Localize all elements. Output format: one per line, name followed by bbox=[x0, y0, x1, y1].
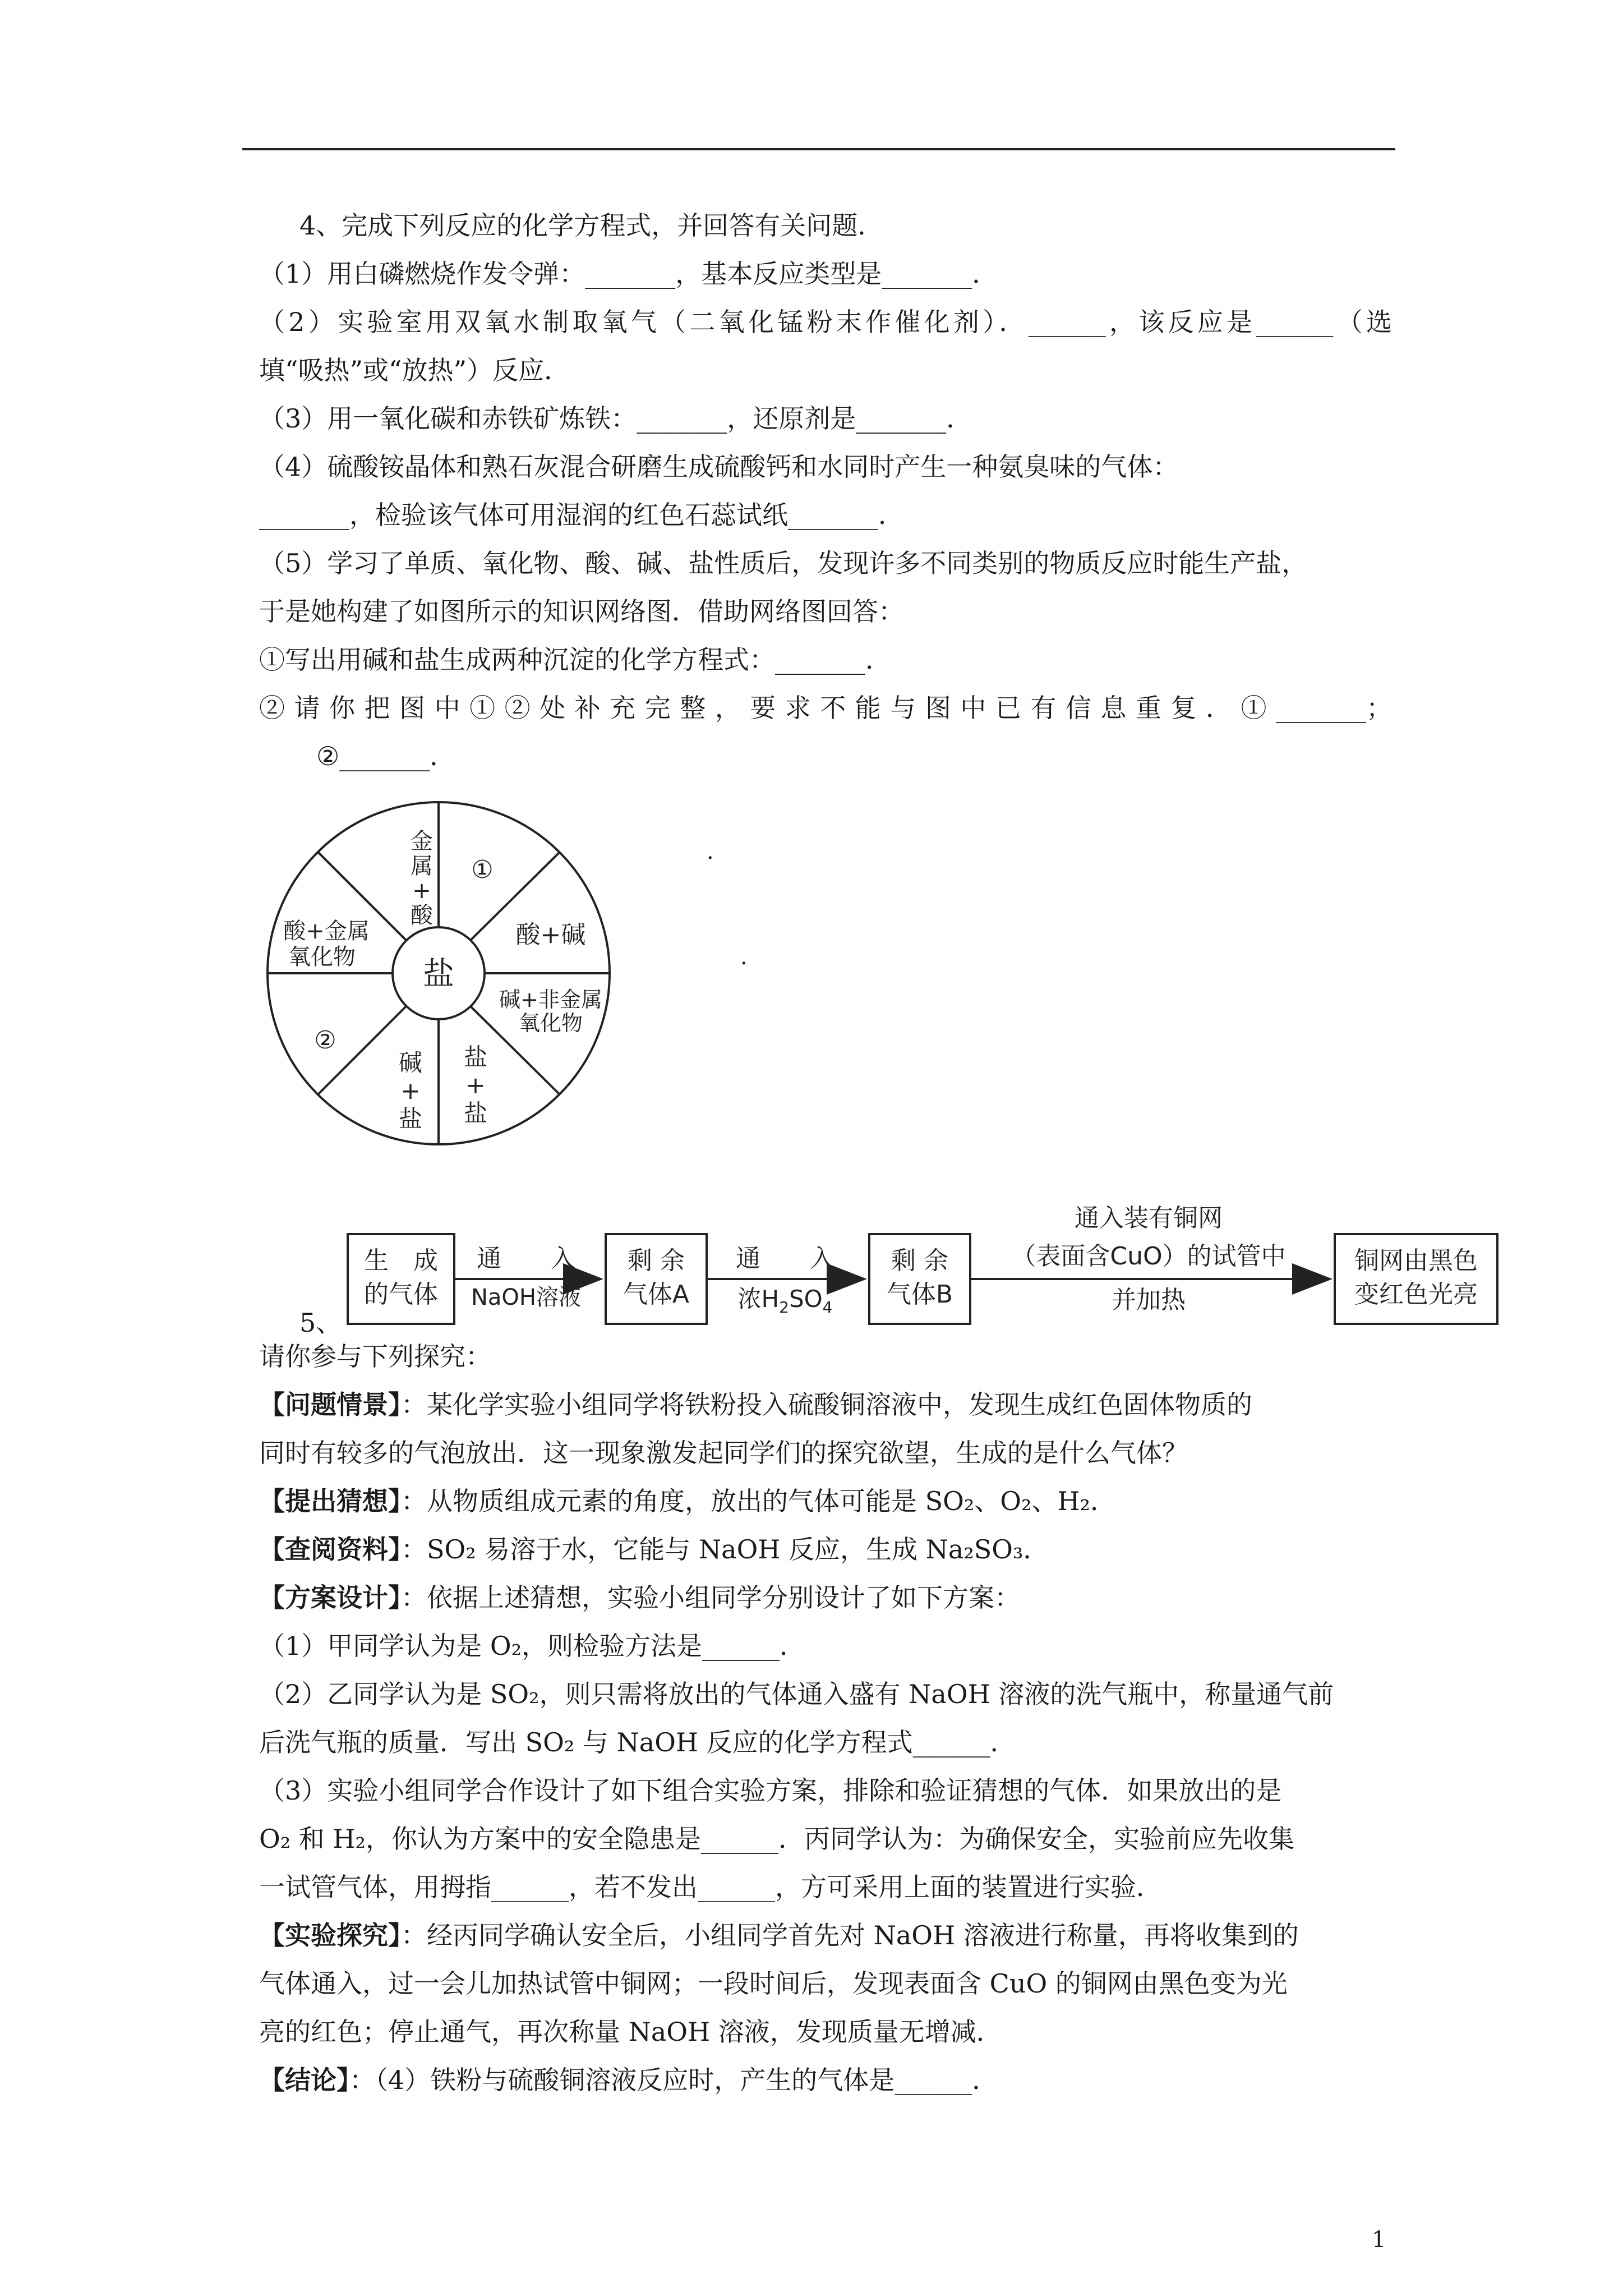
q5-conclusion: 【结论】：（4）铁粉与硫酸铜溶液反应时，产生的气体是______． bbox=[259, 2065, 998, 2095]
tag-reference: 【查阅资料】 bbox=[259, 1534, 401, 1565]
seg-base-nonmetal-2: 氧化物 bbox=[518, 1011, 583, 1036]
seg-base-salt-1: 碱 bbox=[398, 1049, 423, 1076]
seg-base-salt-2: + bbox=[400, 1077, 421, 1105]
q4-title: 4、完成下列反应的化学方程式，并回答有关问题． bbox=[299, 210, 884, 241]
seg-base-salt-3: 盐 bbox=[398, 1105, 423, 1133]
tag-experiment: 【实验探究】 bbox=[259, 1920, 401, 1950]
q4-line-10: ②请你把图中①②处补充完整，要求不能与图中已有信息重复．①_______； bbox=[259, 693, 1392, 723]
box4-line1: 铜网由黑色 bbox=[1354, 1246, 1478, 1275]
salt-network-diagram bbox=[259, 799, 663, 1203]
arrow2-top: 通 入 bbox=[736, 1244, 834, 1273]
page-number: 1 bbox=[1372, 2227, 1386, 2253]
q4-line-11: ②_______． bbox=[316, 741, 456, 771]
q5-design: 【方案设计】：依据上述猜想，实验小组同学分别设计了如下方案： bbox=[259, 1582, 1020, 1613]
q5-part-3a: （3）实验小组同学合作设计了如下组合实验方案，排除和验证猜想的气体．如果放出的是 bbox=[259, 1775, 1282, 1806]
box2-line2: 气体A bbox=[623, 1280, 690, 1309]
header-rule bbox=[242, 148, 1395, 150]
flow-svg bbox=[336, 1200, 1503, 1346]
wheel-center-salt: 盐 bbox=[423, 956, 454, 992]
arrow1-top: 通 入 bbox=[477, 1244, 575, 1273]
q4-line-1: （1）用白磷燃烧作发令弹：_______，基本反应类型是_______． bbox=[259, 259, 998, 289]
gas-test-flow-diagram bbox=[336, 1200, 1503, 1346]
arrow3-top-1: 通入装有铜网 bbox=[1075, 1204, 1223, 1232]
arrow1-bottom: NaOH溶液 bbox=[471, 1285, 581, 1310]
q4-line-8: 于是她构建了如图所示的知识网络图．借助网络图回答： bbox=[259, 596, 904, 627]
seg-metal-acid-2: 属 bbox=[411, 853, 433, 879]
q5-situation-a: 【问题情景】：某化学实验小组同学将铁粉投入硫酸铜溶液中，发现生成红色固体物质的 bbox=[259, 1389, 1252, 1420]
tag-hypothesis: 【提出猜想】 bbox=[259, 1486, 401, 1516]
box3-line2: 气体B bbox=[886, 1280, 953, 1309]
stray-dot-1: · bbox=[707, 845, 714, 871]
q4-line-6: _______，检验该气体可用湿润的红色石蕊试纸_______． bbox=[259, 500, 904, 530]
seg-blank-2: ② bbox=[314, 1026, 336, 1055]
box3-line1: 剩 余 bbox=[891, 1246, 948, 1275]
q5-hypothesis: 【提出猜想】：从物质组成元素的角度，放出的气体可能是 SO₂、O₂、H₂． bbox=[259, 1486, 1116, 1516]
q4-line-3: 填“吸热”或“放热”）反应． bbox=[259, 355, 570, 385]
q5-part-3c: 一试管气体，用拇指______，若不发出______，方可采用上面的装置进行实验． bbox=[259, 1872, 1162, 1902]
seg-salt-salt-1: 盐 bbox=[463, 1043, 488, 1071]
seg-blank-1: ① bbox=[471, 855, 494, 884]
q5-intro: 请你参与下列探究： bbox=[259, 1341, 491, 1372]
seg-salt-salt-3: 盐 bbox=[463, 1099, 488, 1127]
seg-acid-base: 酸+碱 bbox=[515, 921, 586, 949]
seg-salt-salt-2: + bbox=[465, 1071, 486, 1099]
q4-line-7: （5）学习了单质、氧化物、酸、碱、盐性质后，发现许多不同类别的物质反应时能生产盐， bbox=[259, 548, 1308, 578]
salt-network-wheel bbox=[259, 799, 663, 1203]
seg-metal-acid-3: + bbox=[412, 878, 431, 904]
q5-part-2a: （2）乙同学认为是 SO₂，则只需将放出的气体通入盛有 NaOH 溶液的洗气瓶中，称量通气前 bbox=[259, 1679, 1334, 1709]
arrow3-top-2: （表面含CuO）的试管中 bbox=[1011, 1242, 1286, 1271]
q4-line-2: （2）实验室用双氧水制取氧气（二氧化锰粉末作催化剂）．______，该反应是______（选 bbox=[259, 307, 1392, 337]
tag-conclusion: 【结论】 bbox=[259, 2065, 349, 2095]
q5-experiment-c: 亮的红色；停止通气，再次称量 NaOH 溶液，发现质量无增减． bbox=[259, 2017, 1002, 2047]
arrow2-bottom: 浓$H_2SO_4$ bbox=[737, 1285, 833, 1317]
q5-part-3b: O₂ 和 H₂，你认为方案中的安全隐患是______．丙同学认为：为确保安全，实验前应先收集 bbox=[259, 1824, 1294, 1854]
q5-part-1: （1）甲同学认为是 O₂，则检验方法是______． bbox=[259, 1631, 806, 1661]
q5-experiment-a: 【实验探究】：经丙同学确认安全后，小组同学首先对 NaOH 溶液进行称量，再将收集到的 bbox=[259, 1920, 1299, 1950]
seg-metal-acid-4: 酸 bbox=[411, 903, 433, 928]
q5-situation-b: 同时有较多的气泡放出．这一现象激发起同学们的探究欲望，生成的是什么气体？ bbox=[259, 1438, 1188, 1468]
tag-situation: 【问题情景】 bbox=[259, 1389, 401, 1420]
seg-base-nonmetal-1: 碱+非金属 bbox=[499, 987, 602, 1012]
q4-line-9: ①写出用碱和盐生成两种沉淀的化学方程式：_______． bbox=[259, 645, 891, 675]
box4-line2: 变红色光亮 bbox=[1354, 1280, 1478, 1309]
seg-acid-metaloxide-2: 氧化物 bbox=[288, 944, 356, 970]
q5-experiment-b: 气体通入，过一会儿加热试管中铜网；一段时间后，发现表面含 CuO 的铜网由黑色变为光 bbox=[259, 1968, 1288, 1999]
q5-reference: 【查阅资料】：SO₂ 易溶于水，它能与 NaOH 反应，生成 Na₂SO₃． bbox=[259, 1534, 1049, 1565]
q4-line-4: （3）用一氧化碳和赤铁矿炼铁：_______，还原剂是_______． bbox=[259, 403, 972, 434]
box1-line2: 的气体 bbox=[364, 1280, 438, 1309]
stray-dot-2: · bbox=[740, 951, 748, 977]
q5-part-2b: 后洗气瓶的质量．写出 SO₂ 与 NaOH 反应的化学方程式______． bbox=[259, 1727, 1016, 1757]
box1-line1: 生 成 bbox=[364, 1246, 438, 1275]
arrow3-bottom: 并加热 bbox=[1112, 1286, 1186, 1314]
q4-line-5: （4）硫酸铵晶体和熟石灰混合研磨生成硫酸钙和水同时产生一种氨臭味的气体： bbox=[259, 452, 1179, 482]
tag-design: 【方案设计】 bbox=[259, 1582, 401, 1613]
seg-acid-metaloxide-1: 酸+金属 bbox=[283, 918, 370, 944]
q5-number: 5、 bbox=[299, 1308, 342, 1338]
seg-metal-acid-1: 金 bbox=[411, 829, 433, 854]
box2-line1: 剩 余 bbox=[628, 1246, 685, 1275]
